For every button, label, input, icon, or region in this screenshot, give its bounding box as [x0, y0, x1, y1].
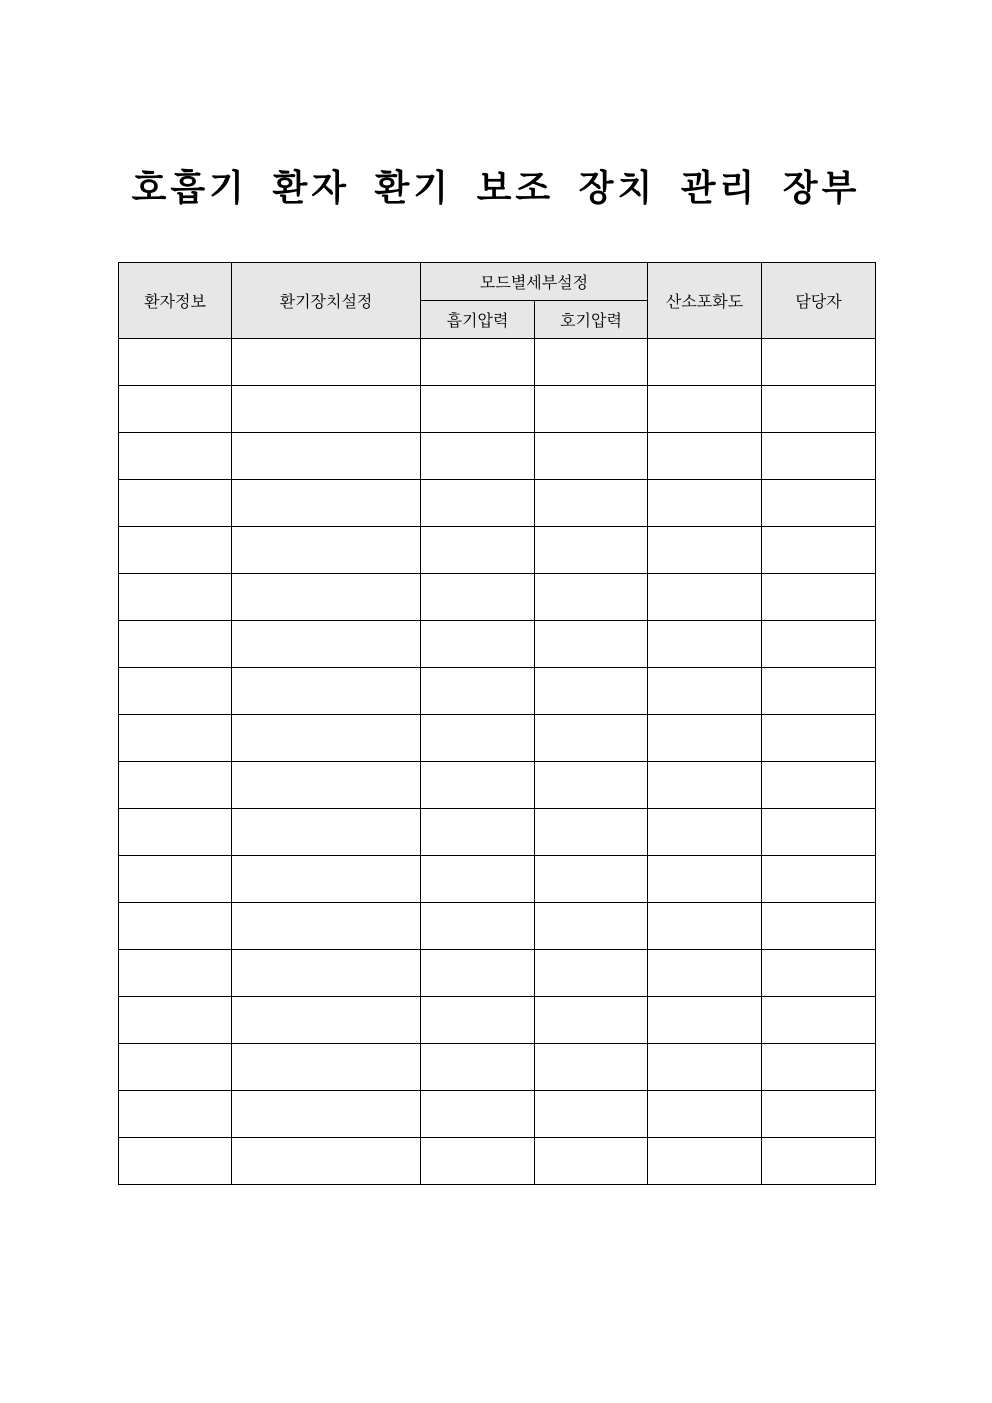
- cell-staff[interactable]: [762, 856, 876, 903]
- cell-patient-info[interactable]: [119, 1138, 232, 1185]
- cell-expiratory-pressure[interactable]: [535, 433, 648, 480]
- header-mode-details: 모드별세부설정: [421, 263, 648, 301]
- cell-inspiratory-pressure[interactable]: [421, 1044, 535, 1091]
- table-row: [119, 339, 876, 386]
- cell-ventilator-settings[interactable]: [232, 809, 421, 856]
- header-expiratory-pressure: 호기압력: [535, 301, 648, 339]
- cell-ventilator-settings[interactable]: [232, 386, 421, 433]
- cell-ventilator-settings[interactable]: [232, 480, 421, 527]
- header-ventilator-settings: 환기장치설정: [232, 263, 421, 339]
- table-body: [119, 339, 876, 1185]
- cell-oxygen-saturation[interactable]: [648, 1091, 762, 1138]
- cell-oxygen-saturation[interactable]: [648, 903, 762, 950]
- cell-patient-info[interactable]: [119, 1044, 232, 1091]
- cell-expiratory-pressure[interactable]: [535, 950, 648, 997]
- cell-inspiratory-pressure[interactable]: [421, 574, 535, 621]
- cell-inspiratory-pressure[interactable]: [421, 621, 535, 668]
- cell-expiratory-pressure[interactable]: [535, 621, 648, 668]
- cell-expiratory-pressure[interactable]: [535, 762, 648, 809]
- cell-inspiratory-pressure[interactable]: [421, 433, 535, 480]
- table-row: [119, 997, 876, 1044]
- document-title: 호흡기 환자 환기 보조 장치 관리 장부: [131, 168, 861, 209]
- cell-inspiratory-pressure[interactable]: [421, 1091, 535, 1138]
- cell-staff[interactable]: [762, 621, 876, 668]
- cell-inspiratory-pressure[interactable]: [421, 950, 535, 997]
- cell-patient-info[interactable]: [119, 856, 232, 903]
- cell-ventilator-settings[interactable]: [232, 762, 421, 809]
- table-row: [119, 715, 876, 762]
- cell-expiratory-pressure[interactable]: [535, 1138, 648, 1185]
- cell-ventilator-settings[interactable]: [232, 903, 421, 950]
- cell-oxygen-saturation[interactable]: [648, 809, 762, 856]
- cell-oxygen-saturation[interactable]: [648, 715, 762, 762]
- cell-patient-info[interactable]: [119, 1091, 232, 1138]
- cell-ventilator-settings[interactable]: [232, 621, 421, 668]
- cell-ventilator-settings[interactable]: [232, 1091, 421, 1138]
- cell-staff[interactable]: [762, 1138, 876, 1185]
- table-header: [119, 263, 876, 339]
- table-row: [119, 433, 876, 480]
- table-row: [119, 668, 876, 715]
- table-row: [119, 809, 876, 856]
- cell-ventilator-settings[interactable]: [232, 715, 421, 762]
- cell-oxygen-saturation[interactable]: [648, 997, 762, 1044]
- cell-patient-info[interactable]: [119, 386, 232, 433]
- cell-expiratory-pressure[interactable]: [535, 997, 648, 1044]
- cell-staff[interactable]: [762, 668, 876, 715]
- cell-staff[interactable]: [762, 386, 876, 433]
- ventilator-ledger-table: [118, 262, 876, 1185]
- cell-ventilator-settings[interactable]: [232, 1044, 421, 1091]
- cell-expiratory-pressure[interactable]: [535, 1044, 648, 1091]
- cell-staff[interactable]: [762, 950, 876, 997]
- cell-expiratory-pressure[interactable]: [535, 668, 648, 715]
- table-row: [119, 527, 876, 574]
- cell-staff[interactable]: [762, 762, 876, 809]
- cell-staff[interactable]: [762, 715, 876, 762]
- cell-expiratory-pressure[interactable]: [535, 809, 648, 856]
- cell-patient-info[interactable]: [119, 715, 232, 762]
- table-row: [119, 1138, 876, 1185]
- cell-oxygen-saturation[interactable]: [648, 339, 762, 386]
- cell-ventilator-settings[interactable]: [232, 856, 421, 903]
- cell-staff[interactable]: [762, 903, 876, 950]
- cell-oxygen-saturation[interactable]: [648, 856, 762, 903]
- cell-oxygen-saturation[interactable]: [648, 480, 762, 527]
- cell-inspiratory-pressure[interactable]: [421, 527, 535, 574]
- cell-staff[interactable]: [762, 480, 876, 527]
- cell-patient-info[interactable]: [119, 668, 232, 715]
- cell-ventilator-settings[interactable]: [232, 339, 421, 386]
- cell-patient-info[interactable]: [119, 762, 232, 809]
- cell-expiratory-pressure[interactable]: [535, 856, 648, 903]
- cell-inspiratory-pressure[interactable]: [421, 809, 535, 856]
- table-row: [119, 950, 876, 997]
- cell-oxygen-saturation[interactable]: [648, 1138, 762, 1185]
- cell-inspiratory-pressure[interactable]: [421, 762, 535, 809]
- cell-ventilator-settings[interactable]: [232, 668, 421, 715]
- cell-inspiratory-pressure[interactable]: [421, 856, 535, 903]
- table-row: [119, 621, 876, 668]
- cell-expiratory-pressure[interactable]: [535, 715, 648, 762]
- cell-patient-info[interactable]: [119, 621, 232, 668]
- table-row: [119, 903, 876, 950]
- cell-expiratory-pressure[interactable]: [535, 386, 648, 433]
- cell-staff[interactable]: [762, 339, 876, 386]
- cell-oxygen-saturation[interactable]: [648, 527, 762, 574]
- cell-oxygen-saturation[interactable]: [648, 386, 762, 433]
- cell-expiratory-pressure[interactable]: [535, 903, 648, 950]
- header-inspiratory-pressure: 흡기압력: [421, 301, 535, 339]
- cell-staff[interactable]: [762, 433, 876, 480]
- cell-staff[interactable]: [762, 527, 876, 574]
- cell-expiratory-pressure[interactable]: [535, 1091, 648, 1138]
- cell-ventilator-settings[interactable]: [232, 950, 421, 997]
- cell-inspiratory-pressure[interactable]: [421, 1138, 535, 1185]
- cell-staff[interactable]: [762, 997, 876, 1044]
- cell-inspiratory-pressure[interactable]: [421, 903, 535, 950]
- cell-patient-info[interactable]: [119, 339, 232, 386]
- table-row: [119, 1044, 876, 1091]
- cell-inspiratory-pressure[interactable]: [421, 339, 535, 386]
- cell-inspiratory-pressure[interactable]: [421, 480, 535, 527]
- header-oxygen-saturation: 산소포화도: [648, 263, 762, 339]
- cell-oxygen-saturation[interactable]: [648, 762, 762, 809]
- cell-oxygen-saturation[interactable]: [648, 668, 762, 715]
- cell-patient-info[interactable]: [119, 574, 232, 621]
- cell-ventilator-settings[interactable]: [232, 997, 421, 1044]
- cell-expiratory-pressure[interactable]: [535, 339, 648, 386]
- cell-staff[interactable]: [762, 809, 876, 856]
- cell-ventilator-settings[interactable]: [232, 574, 421, 621]
- cell-patient-info[interactable]: [119, 950, 232, 997]
- cell-staff[interactable]: [762, 1044, 876, 1091]
- cell-patient-info[interactable]: [119, 527, 232, 574]
- cell-patient-info[interactable]: [119, 903, 232, 950]
- cell-staff[interactable]: [762, 574, 876, 621]
- cell-inspiratory-pressure[interactable]: [421, 715, 535, 762]
- cell-ventilator-settings[interactable]: [232, 527, 421, 574]
- cell-staff[interactable]: [762, 1091, 876, 1138]
- cell-ventilator-settings[interactable]: [232, 433, 421, 480]
- cell-expiratory-pressure[interactable]: [535, 574, 648, 621]
- cell-expiratory-pressure[interactable]: [535, 527, 648, 574]
- table-row: [119, 480, 876, 527]
- cell-oxygen-saturation[interactable]: [648, 621, 762, 668]
- cell-ventilator-settings[interactable]: [232, 1138, 421, 1185]
- cell-oxygen-saturation[interactable]: [648, 433, 762, 480]
- cell-patient-info[interactable]: [119, 433, 232, 480]
- header-staff: 담당자: [762, 263, 876, 339]
- cell-oxygen-saturation[interactable]: [648, 1044, 762, 1091]
- cell-inspiratory-pressure[interactable]: [421, 997, 535, 1044]
- table-row: [119, 762, 876, 809]
- cell-oxygen-saturation[interactable]: [648, 574, 762, 621]
- header-patient-info: 환자정보: [119, 263, 232, 339]
- cell-patient-info[interactable]: [119, 809, 232, 856]
- cell-inspiratory-pressure[interactable]: [421, 386, 535, 433]
- cell-oxygen-saturation[interactable]: [648, 950, 762, 997]
- table-row: [119, 1091, 876, 1138]
- table-row: [119, 574, 876, 621]
- table-row: [119, 386, 876, 433]
- cell-patient-info[interactable]: [119, 480, 232, 527]
- header-row: [119, 263, 876, 301]
- cell-expiratory-pressure[interactable]: [535, 480, 648, 527]
- table-row: [119, 856, 876, 903]
- cell-inspiratory-pressure[interactable]: [421, 668, 535, 715]
- cell-patient-info[interactable]: [119, 997, 232, 1044]
